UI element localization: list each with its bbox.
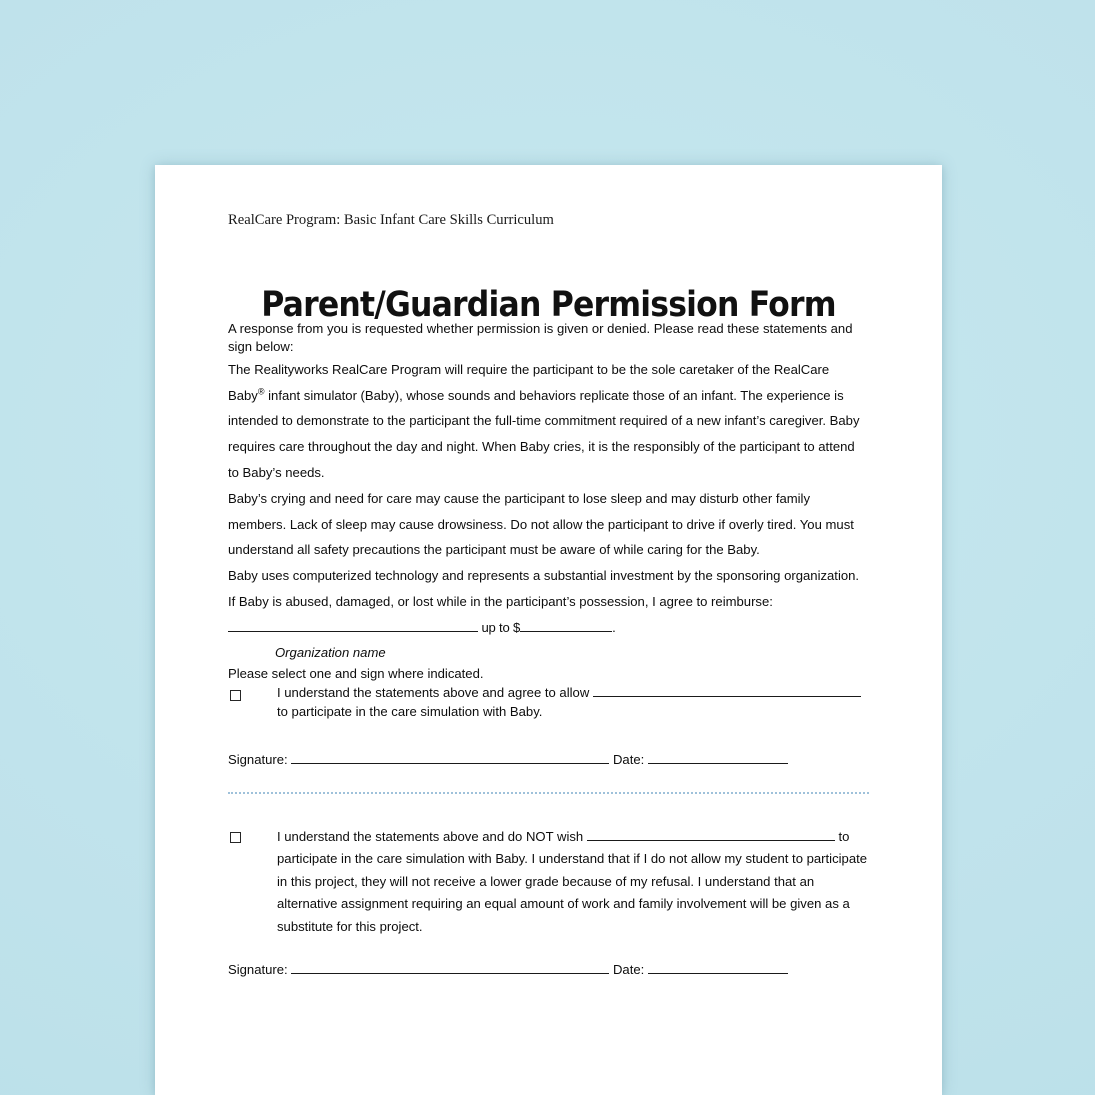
participant-name-blank-decline[interactable] <box>587 828 835 841</box>
option-agree-row[interactable] <box>228 684 869 721</box>
option-agree-text <box>241 684 869 721</box>
select-one-instruction: Please select one and sign where indicated. <box>228 665 484 681</box>
signature-row-2 <box>228 961 869 979</box>
unchecked-checkbox-icon[interactable] <box>230 690 241 701</box>
signature-row-1 <box>228 751 869 769</box>
spacer-below-page-break <box>228 795 869 825</box>
participant-name-blank-agree[interactable] <box>593 684 861 697</box>
option-decline-text <box>241 826 869 939</box>
date-blank-2[interactable] <box>648 961 788 974</box>
date-blank-1[interactable] <box>648 751 788 764</box>
document-page <box>155 165 942 1095</box>
reimburse-period: . <box>612 619 616 635</box>
running-header: RealCare Program: Basic Infant Care Skills Curriculum <box>228 212 554 228</box>
paragraph-program-description <box>228 357 869 486</box>
organization-name-caption: Organization name <box>275 644 386 660</box>
paragraph-1-part-2: infant simulator (Baby), whose sounds and behaviors replicate those of an infant. The experience is intended to demonstrate to the participant the full-time commitment required of a new infant’s caregiver. Baby requires care throughout the day and night. When Baby cries, it is the responsibly of the participant to attend to Baby’s needs. <box>228 387 860 480</box>
option-agree-text-before: I understand the statements above and agree to allow <box>277 684 593 700</box>
document-body <box>228 320 869 979</box>
amount-blank[interactable] <box>520 618 612 632</box>
reimburse-fill-row <box>228 615 869 641</box>
option-decline-text-before: I understand the statements above and do NOT wish <box>277 828 587 844</box>
spacer-above-signature-2 <box>228 939 869 961</box>
option-decline-row[interactable] <box>228 826 869 939</box>
paragraph-sleep-safety: Baby’s crying and need for care may cause the participant to lose sleep and may disturb other family members. Lack of sleep may cause drowsiness. Do not allow the participant to drive if overly tired. You must understand all safety precautions the participant must be aware of while caring for the Baby. <box>228 490 854 558</box>
date-label-2: Date: <box>609 961 648 977</box>
page-break-separator <box>228 792 869 795</box>
signature-label-1: Signature: <box>228 752 292 768</box>
option-decline-text-after: to participate in the care simulation with Baby. I understand that if I do not allow my student to participate in this project, they will not receive a lower grade because of my refusal. I understand that an alternative assignment requiring an equal amount of work and family involvement will be given as a substitute for this project. <box>277 828 868 934</box>
option-agree-text-after: to participate in the care simulation with Baby. <box>277 703 543 719</box>
signature-blank-1[interactable] <box>291 751 609 764</box>
page-title: Parent/Guardian Permission Form <box>261 285 836 326</box>
signature-blank-2[interactable] <box>291 961 609 974</box>
document-content-column <box>228 165 869 1095</box>
registered-trademark-icon: ® <box>257 386 265 397</box>
intro-paragraph: A response from you is requested whether permission is given or denied. Please read these statements and sign below: <box>228 321 853 355</box>
up-to-dollar-label: up to $ <box>478 619 521 635</box>
organization-name-blank[interactable] <box>228 618 478 632</box>
paragraph-1-part-1: The Realityworks RealCare Program will require the participant to be the sole caretaker of the RealCare Baby <box>228 361 830 403</box>
signature-label-2: Signature: <box>228 961 292 977</box>
date-label-1: Date: <box>609 752 648 768</box>
spacer-above-signature-1 <box>228 721 869 751</box>
spacer-above-page-break <box>228 770 869 792</box>
paragraph-reimbursement: Baby uses computerized technology and represents a substantial investment by the sponsoring organization. If Baby is abused, damaged, or lost while in the participant’s possession, I agree to reimburse: <box>228 568 860 609</box>
unchecked-checkbox-icon[interactable] <box>230 832 241 843</box>
